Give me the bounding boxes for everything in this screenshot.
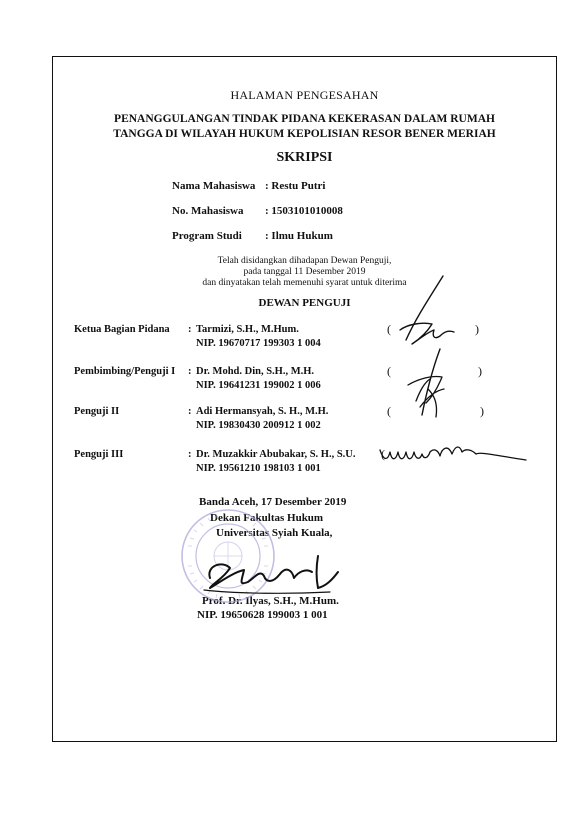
signature-bracket-open: (: [387, 364, 391, 378]
approval-dean-position: Dekan Fakultas Hukum: [210, 512, 324, 524]
examiner-nip-supervisor: NIP. 19641231 199002 1 006: [196, 380, 321, 391]
dean-nip: NIP. 19650628 199003 1 001: [197, 609, 328, 621]
signature-bracket-close: ): [480, 404, 484, 418]
examiner-name-penguji-2: Adi Hermansyah, S. H., M.H.: [196, 406, 329, 417]
signature-bracket-close: ): [478, 364, 482, 378]
penguji-3-signature: [378, 438, 528, 470]
study-program-label: Program Studi: [172, 230, 242, 242]
dean-name: Prof. Dr. Ilyas, S.H., M.Hum.: [202, 595, 339, 607]
board-heading: DEWAN PENGUJI: [258, 297, 351, 309]
exam-note-line-2: pada tanggal 11 Desember 2019: [243, 267, 366, 277]
signature-bracket-open: (: [387, 322, 391, 336]
student-name-value: : Restu Putri: [265, 180, 326, 192]
examiner-name-penguji-3: Dr. Muzakkir Abubakar, S. H., S.U.: [196, 449, 356, 460]
examiner-role-penguji-2: Penguji II: [74, 406, 120, 417]
signature-bracket-open: (: [381, 447, 385, 461]
supervisor-signature: [398, 345, 458, 425]
examiner-role-supervisor: Pembimbing/Penguji I: [74, 366, 176, 377]
examiner-name-chair: Tarmizi, S.H., M.Hum.: [196, 324, 299, 335]
examiner-colon: :: [188, 324, 192, 335]
exam-note-line-3: dan dinyatakan telah memenuhi syarat untuk diterima: [202, 278, 407, 288]
examiner-colon: :: [188, 366, 192, 377]
page-heading: HALAMAN PENGESAHAN: [230, 88, 379, 102]
examiner-colon: :: [188, 406, 192, 417]
approval-place-date: Banda Aceh, 17 Desember 2019: [199, 496, 347, 508]
student-number-value: : 1503101010008: [265, 205, 343, 217]
examiner-nip-penguji-3: NIP. 19561210 198103 1 001: [196, 463, 321, 474]
thesis-title-line-2: TANGGA DI WILAYAH HUKUM KEPOLISIAN RESOR BENER MERIAH: [113, 128, 496, 140]
examiner-role-chair: Ketua Bagian Pidana: [74, 324, 170, 335]
thesis-title-line-1: PENANGGULANGAN TINDAK PIDANA KEKERASAN DALAM RUMAH: [114, 113, 495, 125]
student-number-label: No. Mahasiswa: [172, 205, 244, 217]
examiner-nip-chair: NIP. 19670717 199303 1 004: [196, 338, 321, 349]
exam-note-line-1: Telah disidangkan dihadapan Dewan Penguji,: [217, 256, 392, 266]
student-name-label: Nama Mahasiswa: [172, 180, 256, 192]
examiner-colon: :: [188, 449, 192, 460]
dean-signature: [200, 548, 345, 598]
examiner-name-supervisor: Dr. Mohd. Din, S.H., M.H.: [196, 366, 315, 377]
examiner-nip-penguji-2: NIP. 19830430 200912 1 002: [196, 420, 321, 431]
document-type: SKRIPSI: [276, 150, 333, 165]
study-program-value: : Ilmu Hukum: [265, 230, 333, 242]
approval-university: Universitas Syiah Kuala,: [216, 527, 333, 539]
examiner-role-penguji-3: Penguji III: [74, 449, 124, 460]
signature-bracket-close: ): [475, 322, 479, 336]
signature-bracket-open: (: [387, 404, 391, 418]
